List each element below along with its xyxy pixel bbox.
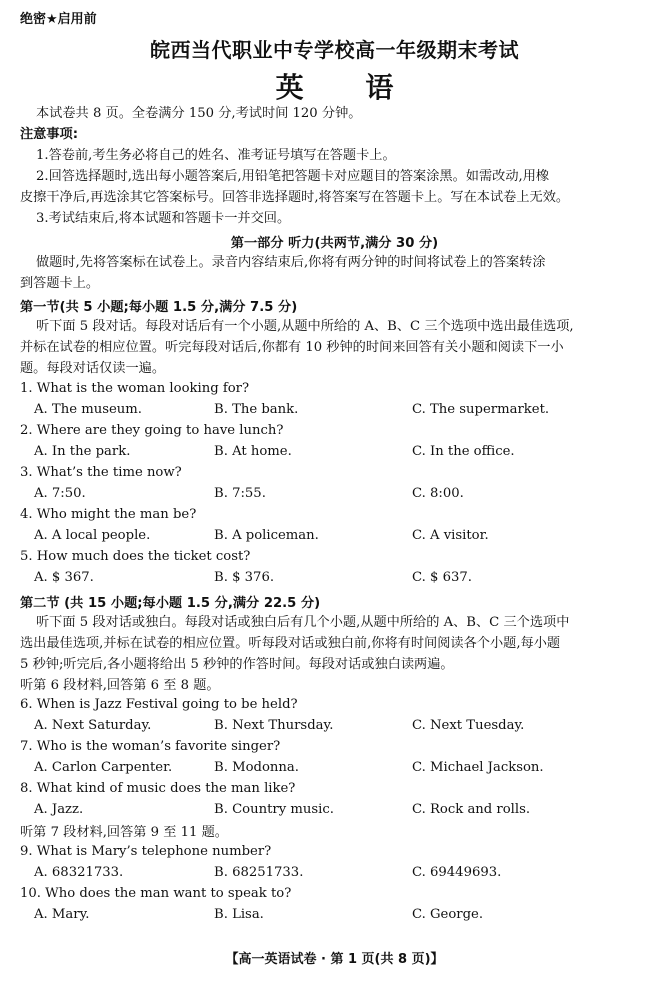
option-a: A. The museum. xyxy=(34,402,142,417)
option-b: B. The bank. xyxy=(214,402,299,417)
option-a: A. In the park. xyxy=(34,444,131,459)
note-1: 1.答卷前,考生务必将自己的姓名、准考证号填写在答题卡上。 xyxy=(36,148,396,163)
page-footer: 【高一英语试卷 · 第 1 页(共 8 页)】 xyxy=(225,952,444,967)
option-a: A. A local people. xyxy=(34,528,151,543)
section1-instructions-3: 题。每段对话仅读一遍。 xyxy=(20,361,166,376)
question-7: 7. Who is the woman’s favorite singer? xyxy=(20,739,281,754)
option-c: C. Rock and rolls. xyxy=(412,802,531,817)
option-c: C. The supermarket. xyxy=(412,402,550,417)
section1-instructions-2: 并标在试卷的相应位置。听完每段对话后,你都有 10 秒钟的时间来回答有关小题和阅读下一小 xyxy=(20,340,564,355)
confidential-note: 绝密★启用前 xyxy=(20,12,97,27)
option-a: A. 68321733. xyxy=(34,865,124,880)
section2-instructions-3: 5 秒钟;听完后,各小题将给出 5 秒钟的作答时间。每段对话或独白读两遍。 xyxy=(20,657,454,672)
option-a: A. Next Saturday. xyxy=(34,718,152,733)
option-c: C. Next Tuesday. xyxy=(412,718,525,733)
option-c: C. $ 637. xyxy=(412,570,472,585)
section2-heading: 第二节 (共 15 小题;每小题 1.5 分,满分 22.5 分) xyxy=(20,596,321,611)
question-8: 8. What kind of music does the man like? xyxy=(20,781,296,796)
option-b: B. 68251733. xyxy=(214,865,304,880)
option-b: B. Modonna. xyxy=(214,760,299,775)
option-b: B. $ 376. xyxy=(214,570,275,585)
option-b: B. Country music. xyxy=(214,802,334,817)
notes-title: 注意事项: xyxy=(20,127,79,142)
option-c: C. 8:00. xyxy=(412,486,464,501)
option-c: C. Michael Jackson. xyxy=(412,760,544,775)
subject-title: 英 语 xyxy=(275,71,420,104)
section1-heading: 第一节(共 5 小题;每小题 1.5 分,满分 7.5 分) xyxy=(20,300,298,315)
part1-instructions-1: 做题时,先将答案标在试卷上。录音内容结束后,你将有两分钟的时间将试卷上的答案转涂 xyxy=(36,255,546,270)
question-2: 2. Where are they going to have lunch? xyxy=(20,423,284,438)
option-b: B. Next Thursday. xyxy=(214,718,334,733)
option-a: A. 7:50. xyxy=(34,486,86,501)
question-4: 4. Who might the man be? xyxy=(20,507,197,522)
section2-instructions-2: 选出最佳选项,并标在试卷的相应位置。听每段对话或独白前,你将有时间阅读各个小题,每小题 xyxy=(20,636,561,651)
option-a: A. Jazz. xyxy=(34,802,84,817)
material-6-note: 听第 6 段材料,回答第 6 至 8 题。 xyxy=(20,678,220,693)
part1-heading: 第一部分 听力(共两节,满分 30 分) xyxy=(230,236,439,251)
option-b: B. A policeman. xyxy=(214,528,319,543)
question-3: 3. What’s the time now? xyxy=(20,465,182,480)
option-c: C. 69449693. xyxy=(412,865,502,880)
question-1: 1. What is the woman looking for? xyxy=(20,381,250,396)
option-b: B. 7:55. xyxy=(214,486,266,501)
note-3: 3.考试结束后,将本试题和答题卡一并交回。 xyxy=(36,211,291,226)
question-10: 10. Who does the man want to speak to? xyxy=(20,886,292,901)
option-a: A. Carlon Carpenter. xyxy=(34,760,173,775)
option-a: A. Mary. xyxy=(34,907,90,922)
option-c: C. In the office. xyxy=(412,444,515,459)
section1-instructions-1: 听下面 5 段对话。每段对话后有一个小题,从题中所给的 A、B、C 三个选项中选出最佳选项, xyxy=(36,319,574,334)
option-a: A. $ 367. xyxy=(34,570,94,585)
question-5: 5. How much does the ticket cost? xyxy=(20,549,251,564)
question-9: 9. What is Mary’s telephone number? xyxy=(20,844,272,859)
question-6: 6. When is Jazz Festival going to be held? xyxy=(20,697,298,712)
option-c: C. George. xyxy=(412,907,484,922)
option-b: B. At home. xyxy=(214,444,292,459)
note-2: 2.回答选择题时,选出每小题答案后,用铅笔把答题卡对应题目的答案涂黑。如需改动,用橡 xyxy=(36,169,550,184)
option-c: C. A visitor. xyxy=(412,528,489,543)
option-b: B. Lisa. xyxy=(214,907,264,922)
section2-instructions-1: 听下面 5 段对话或独白。每段对话或独白后有几个小题,从题中所给的 A、B、C 三个选项中 xyxy=(36,615,570,630)
material-7-note: 听第 7 段材料,回答第 9 至 11 题。 xyxy=(20,825,228,840)
exam-title: 皖西当代职业中专学校高一年级期末考试 xyxy=(150,38,519,62)
note-2-cont: 皮擦干净后,再选涂其它答案标号。回答非选择题时,将答案写在答题卡上。写在本试卷上无效。 xyxy=(20,190,570,205)
part1-instructions-2: 到答题卡上。 xyxy=(20,276,100,291)
intro-text: 本试卷共 8 页。全卷满分 150 分,考试时间 120 分钟。 xyxy=(36,106,362,121)
